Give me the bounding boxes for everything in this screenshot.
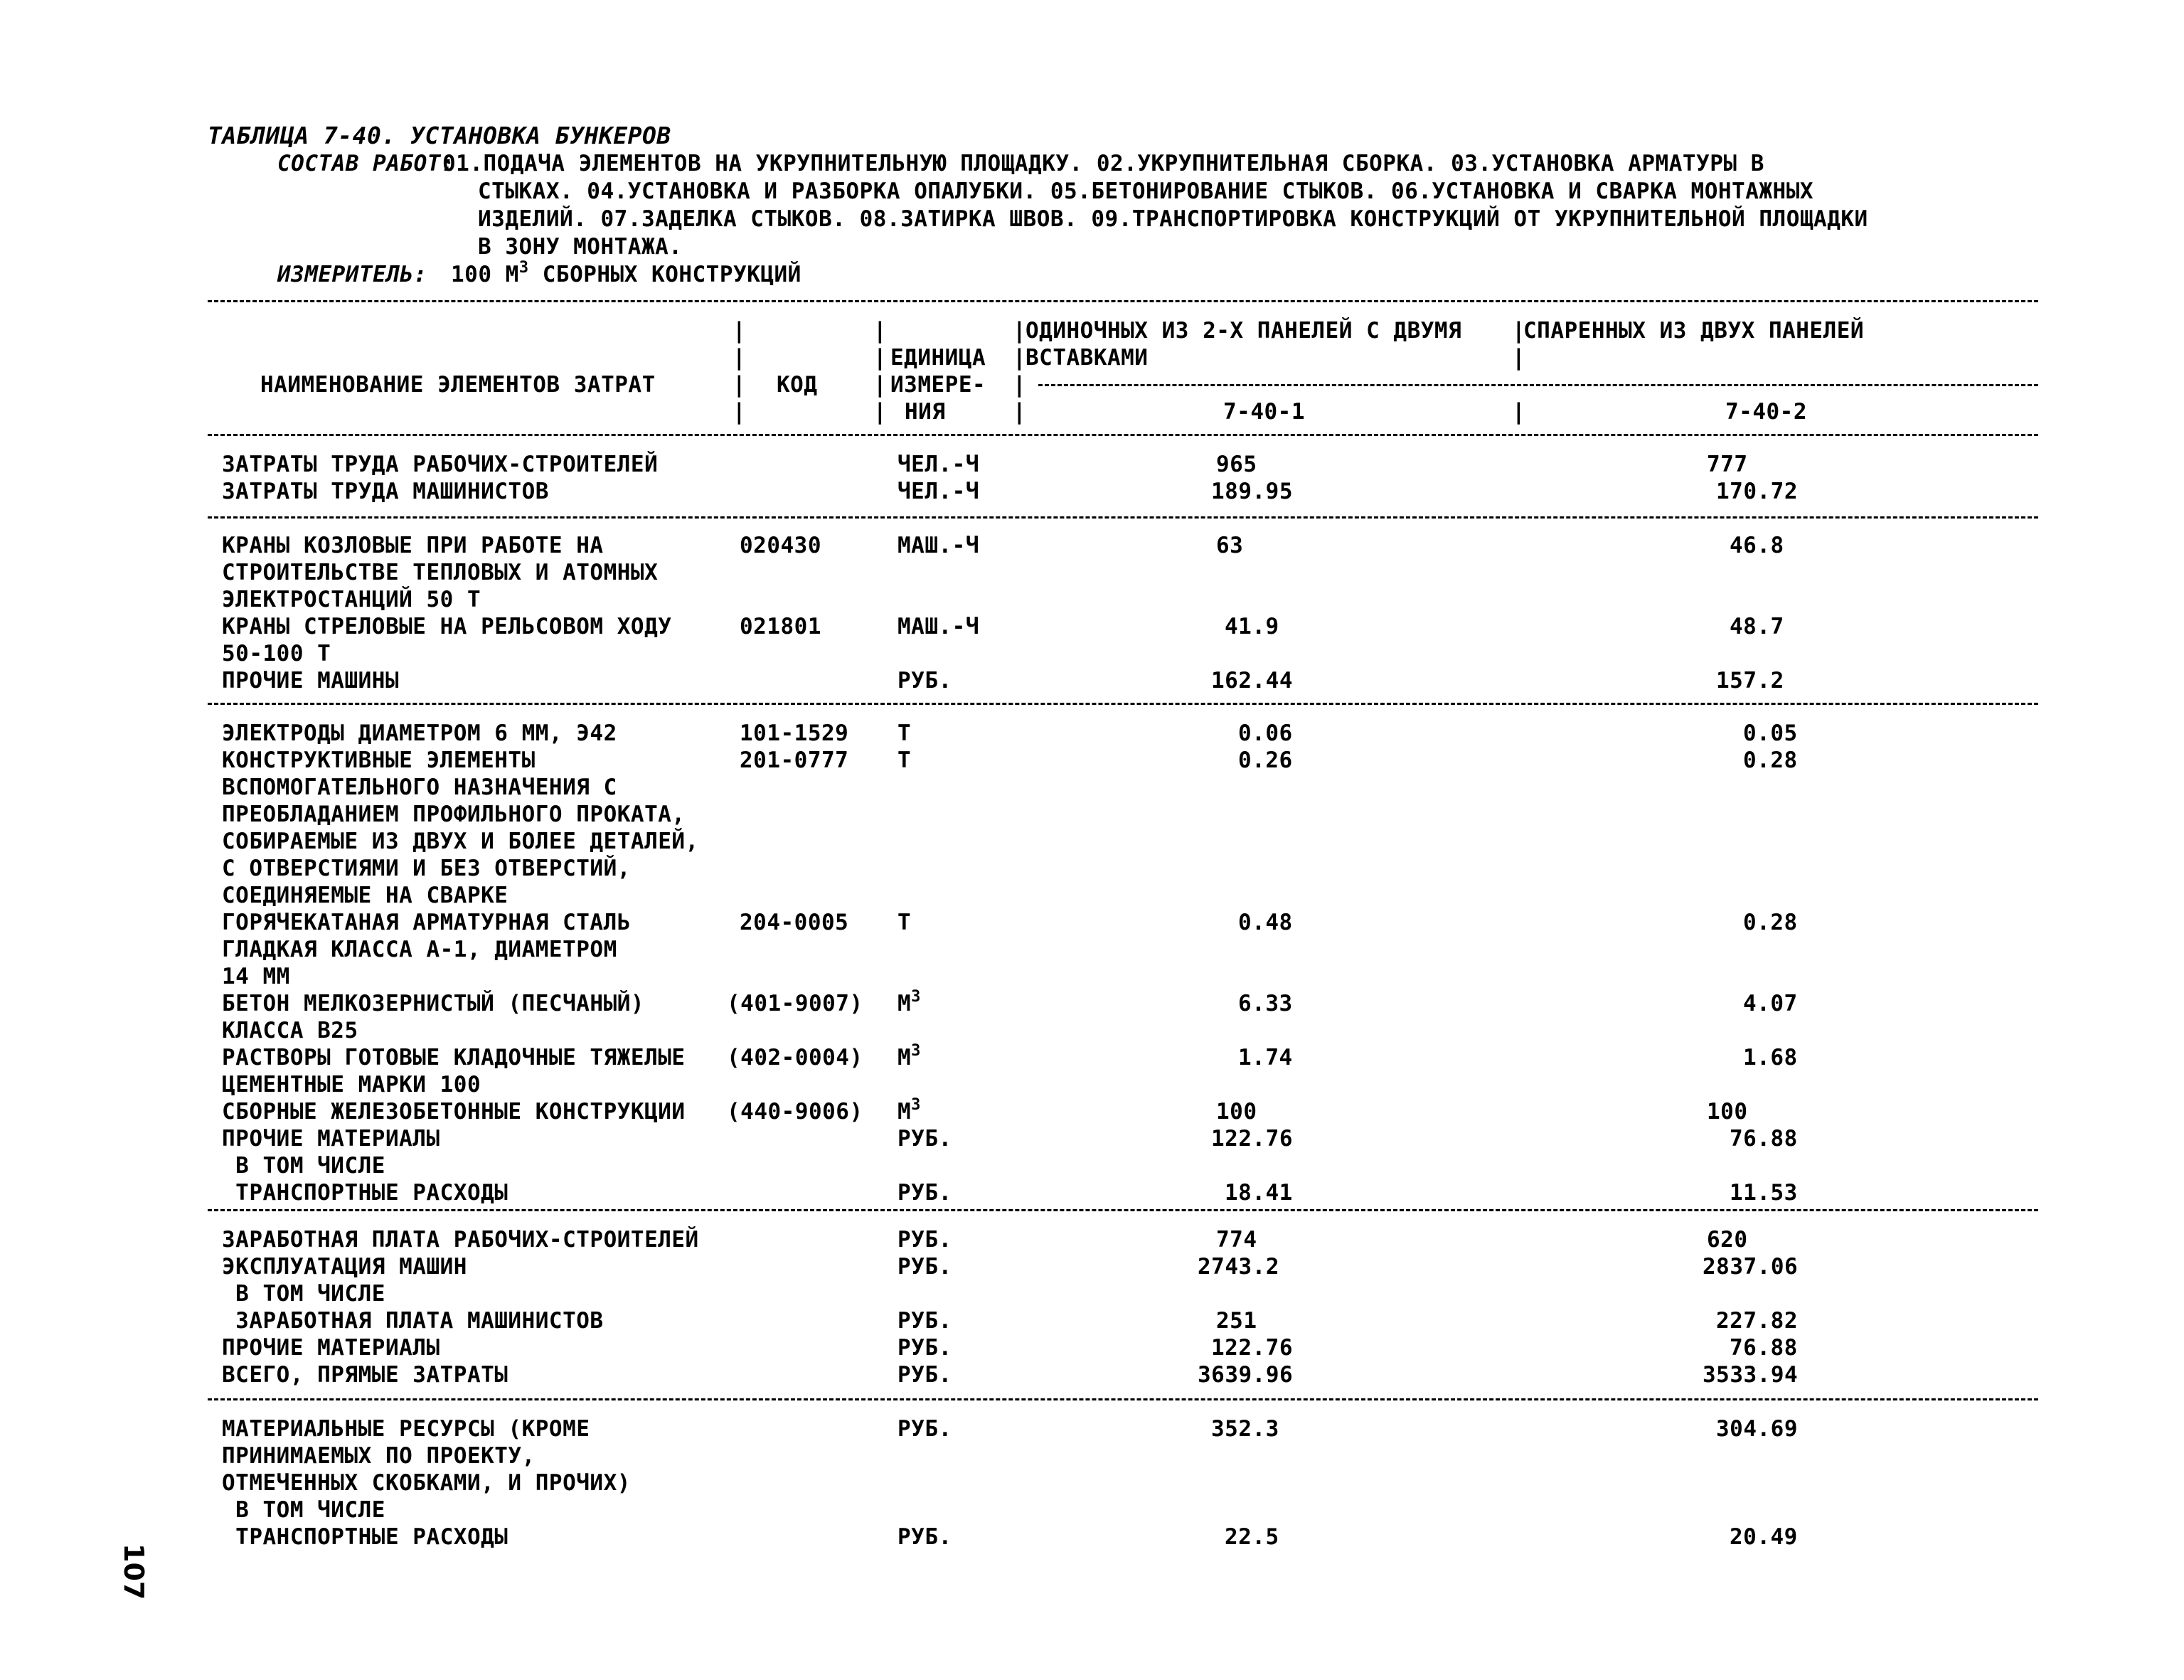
- row-name: В ТОМ ЧИСЛЕ: [222, 1281, 385, 1307]
- row-unit-text: РУБ.: [897, 1227, 952, 1253]
- row-unit-text: РУБ.: [897, 1254, 952, 1280]
- row-unit-text: РУБ.: [897, 1126, 952, 1152]
- row-value-col2: 0.28: [1743, 910, 1798, 935]
- row-name: ВСПОМОГАТЕЛЬНОГО НАЗНАЧЕНИЯ С: [222, 775, 617, 800]
- header-unit-2: ИЗМЕРЕ-: [890, 372, 986, 398]
- row-name: ТРАНСПОРТНЫЕ РАСХОДЫ: [222, 1524, 508, 1550]
- row-code: (440-9006): [727, 1099, 863, 1125]
- row-name: ПРОЧИЕ МАТЕРИАЛЫ: [222, 1126, 440, 1152]
- row-code: 021801: [740, 614, 821, 639]
- row-name: СОЕДИНЯЕМЫЕ НА СВАРКЕ: [222, 883, 508, 908]
- measure-superscript: 3: [518, 259, 529, 277]
- row-name: ПРЕОБЛАДАНИЕМ ПРОФИЛЬНОГО ПРОКАТА,: [222, 802, 686, 827]
- page-number: 107: [118, 1543, 149, 1600]
- row-unit-superscript: 3: [911, 988, 921, 1006]
- row-unit-text: РУБ.: [897, 1335, 952, 1361]
- measure-label: ИЗМЕРИТЕЛЬ:: [277, 262, 427, 287]
- row-value-col1: 22.5: [1225, 1524, 1279, 1550]
- header-sep: |: [1013, 399, 1026, 425]
- row-unit-text: МАШ.-Ч: [897, 533, 979, 558]
- row-value-col1: 189.95: [1211, 479, 1293, 504]
- row-unit-text: М: [897, 1045, 912, 1070]
- header-sep: |: [873, 399, 887, 425]
- row-name: ЭКСПЛУАТАЦИЯ МАШИН: [222, 1254, 467, 1280]
- row-unit: [897, 1226, 952, 1253]
- row-value-col1: 774: [1216, 1227, 1257, 1253]
- row-unit-text: Т: [897, 910, 912, 935]
- row-value-col1: 122.76: [1211, 1126, 1293, 1152]
- row-unit-text: РУБ.: [897, 1180, 952, 1206]
- header-sep: |: [733, 345, 746, 371]
- row-value-col1: 122.76: [1211, 1335, 1293, 1361]
- row-value-col1: 352.3: [1211, 1416, 1279, 1442]
- header-sep: |: [733, 318, 746, 344]
- header-col1-1: ОДИНОЧНЫХ ИЗ 2-Х ПАНЕЛЕЙ С ДВУМЯ: [1026, 318, 1462, 344]
- row-name: ОТМЕЧЕННЫХ СКОБКАМИ, И ПРОЧИХ): [222, 1470, 631, 1496]
- row-name: ПРОЧИЕ МАШИНЫ: [222, 668, 400, 693]
- header-col1-2: ВСТАВКАМИ: [1026, 345, 1149, 371]
- header-col2-code: 7-40-2: [1725, 399, 1807, 425]
- row-name: ЗАТРАТЫ ТРУДА РАБОЧИХ-СТРОИТЕЛЕЙ: [222, 452, 659, 477]
- row-value-col1: 162.44: [1211, 668, 1293, 693]
- row-name: МАТЕРИАЛЬНЫЕ РЕСУРСЫ (КРОМЕ: [222, 1416, 590, 1442]
- row-unit-text: ЧЕЛ.-Ч: [897, 479, 979, 504]
- row-value-col1: 18.41: [1225, 1180, 1293, 1206]
- row-unit: [897, 1334, 952, 1361]
- rule-section-2: [208, 703, 2038, 705]
- row-name: ЭЛЕКТРОСТАНЦИЙ 50 Т: [222, 587, 481, 612]
- row-code: 204-0005: [740, 910, 849, 935]
- row-name: ТРАНСПОРТНЫЕ РАСХОДЫ: [222, 1180, 508, 1206]
- measure-rest: СБОРНЫХ КОНСТРУКЦИЙ: [528, 262, 801, 287]
- header-name: НАИМЕНОВАНИЕ ЭЛЕМЕНТОВ ЗАТРАТ: [260, 372, 656, 398]
- row-unit-text: РУБ.: [897, 1362, 952, 1388]
- work-line-4: В ЗОНУ МОНТАЖА.: [478, 234, 683, 260]
- row-unit: [897, 1179, 952, 1206]
- work-line-2: СТЫКАХ. 04.УСТАНОВКА И РАЗБОРКА ОПАЛУБКИ. 05.БЕТОНИРОВАНИЕ СТЫКОВ. 06.УСТАНОВКА И СВАРКА МОНТАЖНЫХ: [478, 179, 1814, 204]
- row-value-col2: 1.68: [1743, 1045, 1798, 1070]
- row-value-col1: 0.26: [1238, 748, 1293, 773]
- row-value-col1: 63: [1216, 533, 1244, 558]
- row-name: ЗАРАБОТНАЯ ПЛАТА РАБОЧИХ-СТРОИТЕЛЕЙ: [222, 1227, 699, 1253]
- row-name: В ТОМ ЧИСЛЕ: [222, 1497, 385, 1523]
- header-sep: |: [873, 318, 887, 344]
- header-unit-1: ЕДИНИЦА: [890, 345, 986, 371]
- row-unit: [897, 1044, 921, 1071]
- row-unit-text: М: [897, 991, 912, 1016]
- row-unit: [897, 478, 979, 505]
- row-value-col1: 1.74: [1238, 1045, 1293, 1070]
- row-unit: [897, 1253, 952, 1280]
- row-name: КРАНЫ КОЗЛОВЫЕ ПРИ РАБОТЕ НА: [222, 533, 604, 558]
- row-unit-text: Т: [897, 748, 912, 773]
- header-sep: |: [1013, 345, 1026, 371]
- row-unit: [897, 720, 911, 747]
- row-value-col1: 100: [1216, 1099, 1257, 1125]
- header-unit-3: НИЯ: [905, 399, 946, 425]
- row-name: КОНСТРУКТИВНЫЕ ЭЛЕМЕНТЫ: [222, 748, 536, 773]
- row-unit-superscript: 3: [911, 1042, 921, 1060]
- row-unit-text: Т: [897, 721, 912, 746]
- row-unit: [897, 1361, 952, 1388]
- row-unit: [897, 613, 979, 640]
- row-value-col2: 46.8: [1730, 533, 1784, 558]
- rule-section-4: [208, 1398, 2038, 1400]
- measure-value: [451, 261, 801, 288]
- rule-top: [208, 300, 2038, 302]
- header-subrule: [1038, 384, 2038, 386]
- table-title: ТАБЛИЦА 7-40. УСТАНОВКА БУНКЕРОВ: [208, 122, 671, 149]
- work-line-3: ИЗДЕЛИЙ. 07.ЗАДЕЛКА СТЫКОВ. 08.ЗАТИРКА ШВОВ. 09.ТРАНСПОРТИРОВКА КОНСТРУКЦИЙ ОТ УКРУПНИТЕЛЬНОЙ ПЛОЩАДКИ: [478, 206, 1868, 232]
- row-unit-superscript: 3: [911, 1096, 921, 1114]
- row-unit: [897, 1415, 952, 1442]
- rule-header: [208, 434, 2038, 436]
- row-value-col2: 620: [1707, 1227, 1748, 1253]
- row-value-col2: 304.69: [1716, 1416, 1798, 1442]
- row-name: ЦЕМЕНТНЫЕ МАРКИ 100: [222, 1072, 481, 1097]
- row-unit-text: ЧЕЛ.-Ч: [897, 452, 979, 477]
- row-unit-text: РУБ.: [897, 1524, 952, 1550]
- row-name: РАСТВОРЫ ГОТОВЫЕ КЛАДОЧНЫЕ ТЯЖЕЛЫЕ: [222, 1045, 686, 1070]
- row-unit: [897, 909, 911, 936]
- header-code: КОД: [777, 372, 818, 398]
- row-unit-text: МАШ.-Ч: [897, 614, 979, 639]
- row-name: СБОРНЫЕ ЖЕЛЕЗОБЕТОННЫЕ КОНСТРУКЦИИ: [222, 1099, 686, 1125]
- row-name: 14 ММ: [222, 964, 290, 989]
- rule-section-1: [208, 516, 2038, 519]
- measure-unit: 100 М: [451, 262, 519, 287]
- row-value-col1: 0.06: [1238, 721, 1293, 746]
- header-sep: |: [1512, 345, 1525, 371]
- row-unit-text: М: [897, 1099, 912, 1125]
- header-col1-code: 7-40-1: [1223, 399, 1305, 425]
- header-sep: |: [873, 372, 887, 398]
- row-name: ГОРЯЧЕКАТАНАЯ АРМАТУРНАЯ СТАЛЬ: [222, 910, 631, 935]
- row-name: СТРОИТЕЛЬСТВЕ ТЕПЛОВЫХ И АТОМНЫХ: [222, 560, 659, 585]
- row-value-col1: 6.33: [1238, 991, 1293, 1016]
- row-value-col2: 2837.06: [1703, 1254, 1799, 1280]
- row-name: ПРОЧИЕ МАТЕРИАЛЫ: [222, 1335, 440, 1361]
- row-value-col1: 251: [1216, 1308, 1257, 1334]
- row-unit: [897, 532, 979, 559]
- header-sep: |: [1512, 318, 1525, 344]
- row-value-col2: 76.88: [1730, 1335, 1798, 1361]
- header-sep: |: [1512, 399, 1525, 425]
- row-name: В ТОМ ЧИСЛЕ: [222, 1153, 385, 1179]
- row-value-col1: 41.9: [1225, 614, 1279, 639]
- row-value-col2: 100: [1707, 1099, 1748, 1125]
- row-unit: [897, 1125, 952, 1152]
- row-name: СОБИРАЕМЫЕ ИЗ ДВУХ И БОЛЕЕ ДЕТАЛЕЙ,: [222, 829, 699, 854]
- row-value-col2: 170.72: [1716, 479, 1798, 504]
- row-value-col2: 157.2: [1716, 668, 1784, 693]
- row-value-col1: 965: [1216, 452, 1257, 477]
- row-value-col2: 20.49: [1730, 1524, 1798, 1550]
- row-value-col2: 11.53: [1730, 1180, 1798, 1206]
- row-value-col2: 0.28: [1743, 748, 1798, 773]
- row-name: 50-100 Т: [222, 641, 331, 666]
- row-unit-text: РУБ.: [897, 668, 952, 693]
- row-unit: [897, 667, 952, 694]
- row-value-col1: 2743.2: [1198, 1254, 1279, 1280]
- header-sep: |: [733, 399, 746, 425]
- row-value-col2: 48.7: [1730, 614, 1784, 639]
- header-sep: |: [733, 372, 746, 398]
- row-value-col1: 3639.96: [1198, 1362, 1294, 1388]
- row-value-col2: 76.88: [1730, 1126, 1798, 1152]
- row-value-col2: 777: [1707, 452, 1748, 477]
- row-unit-text: РУБ.: [897, 1308, 952, 1334]
- row-name: ГЛАДКАЯ КЛАССА А-1, ДИАМЕТРОМ: [222, 937, 617, 962]
- row-name: С ОТВЕРСТИЯМИ И БЕЗ ОТВЕРСТИЙ,: [222, 856, 631, 881]
- row-name: КРАНЫ СТРЕЛОВЫЕ НА РЕЛЬСОВОМ ХОДУ: [222, 614, 672, 639]
- header-col2-1: СПАРЕННЫХ ИЗ ДВУХ ПАНЕЛЕЙ: [1523, 318, 1865, 344]
- row-name: ЗАТРАТЫ ТРУДА МАШИНИСТОВ: [222, 479, 549, 504]
- row-name: КЛАССА В25: [222, 1018, 358, 1043]
- row-name: ЭЛЕКТРОДЫ ДИАМЕТРОМ 6 ММ, Э42: [222, 721, 617, 746]
- row-unit: [897, 1307, 952, 1334]
- row-value-col1: 0.48: [1238, 910, 1293, 935]
- row-code: (402-0004): [727, 1045, 863, 1070]
- header-sep: |: [1013, 318, 1026, 344]
- row-name: БЕТОН МЕЛКОЗЕРНИСТЫЙ (ПЕСЧАНЫЙ): [222, 991, 645, 1016]
- row-value-col2: 3533.94: [1703, 1362, 1799, 1388]
- work-composition-label: СОСТАВ РАБОТ:: [277, 151, 455, 176]
- row-code: 201-0777: [740, 748, 849, 773]
- row-unit: [897, 1098, 921, 1125]
- row-unit: [897, 990, 921, 1017]
- row-value-col2: 227.82: [1716, 1308, 1798, 1334]
- row-name: ПРИНИМАЕМЫХ ПО ПРОЕКТУ,: [222, 1443, 536, 1469]
- row-unit-text: РУБ.: [897, 1416, 952, 1442]
- row-value-col2: 4.07: [1743, 991, 1798, 1016]
- rule-section-3: [208, 1209, 2038, 1211]
- work-line-1: 01.ПОДАЧА ЭЛЕМЕНТОВ НА УКРУПНИТЕЛЬНУЮ ПЛОЩАДКУ. 02.УКРУПНИТЕЛЬНАЯ СБОРКА. 03.УСТАНОВКА АРМАТУРЫ В: [442, 151, 1764, 176]
- row-name: ВСЕГО, ПРЯМЫЕ ЗАТРАТЫ: [222, 1362, 508, 1388]
- row-value-col2: 0.05: [1743, 721, 1798, 746]
- row-unit: [897, 451, 979, 478]
- header-sep: |: [1013, 372, 1026, 398]
- row-unit: [897, 1524, 952, 1551]
- row-code: 101-1529: [740, 721, 849, 746]
- header-sep: |: [873, 345, 887, 371]
- row-code: (401-9007): [727, 991, 863, 1016]
- row-unit: [897, 747, 911, 774]
- row-code: 020430: [740, 533, 821, 558]
- row-name: ЗАРАБОТНАЯ ПЛАТА МАШИНИСТОВ: [222, 1308, 604, 1334]
